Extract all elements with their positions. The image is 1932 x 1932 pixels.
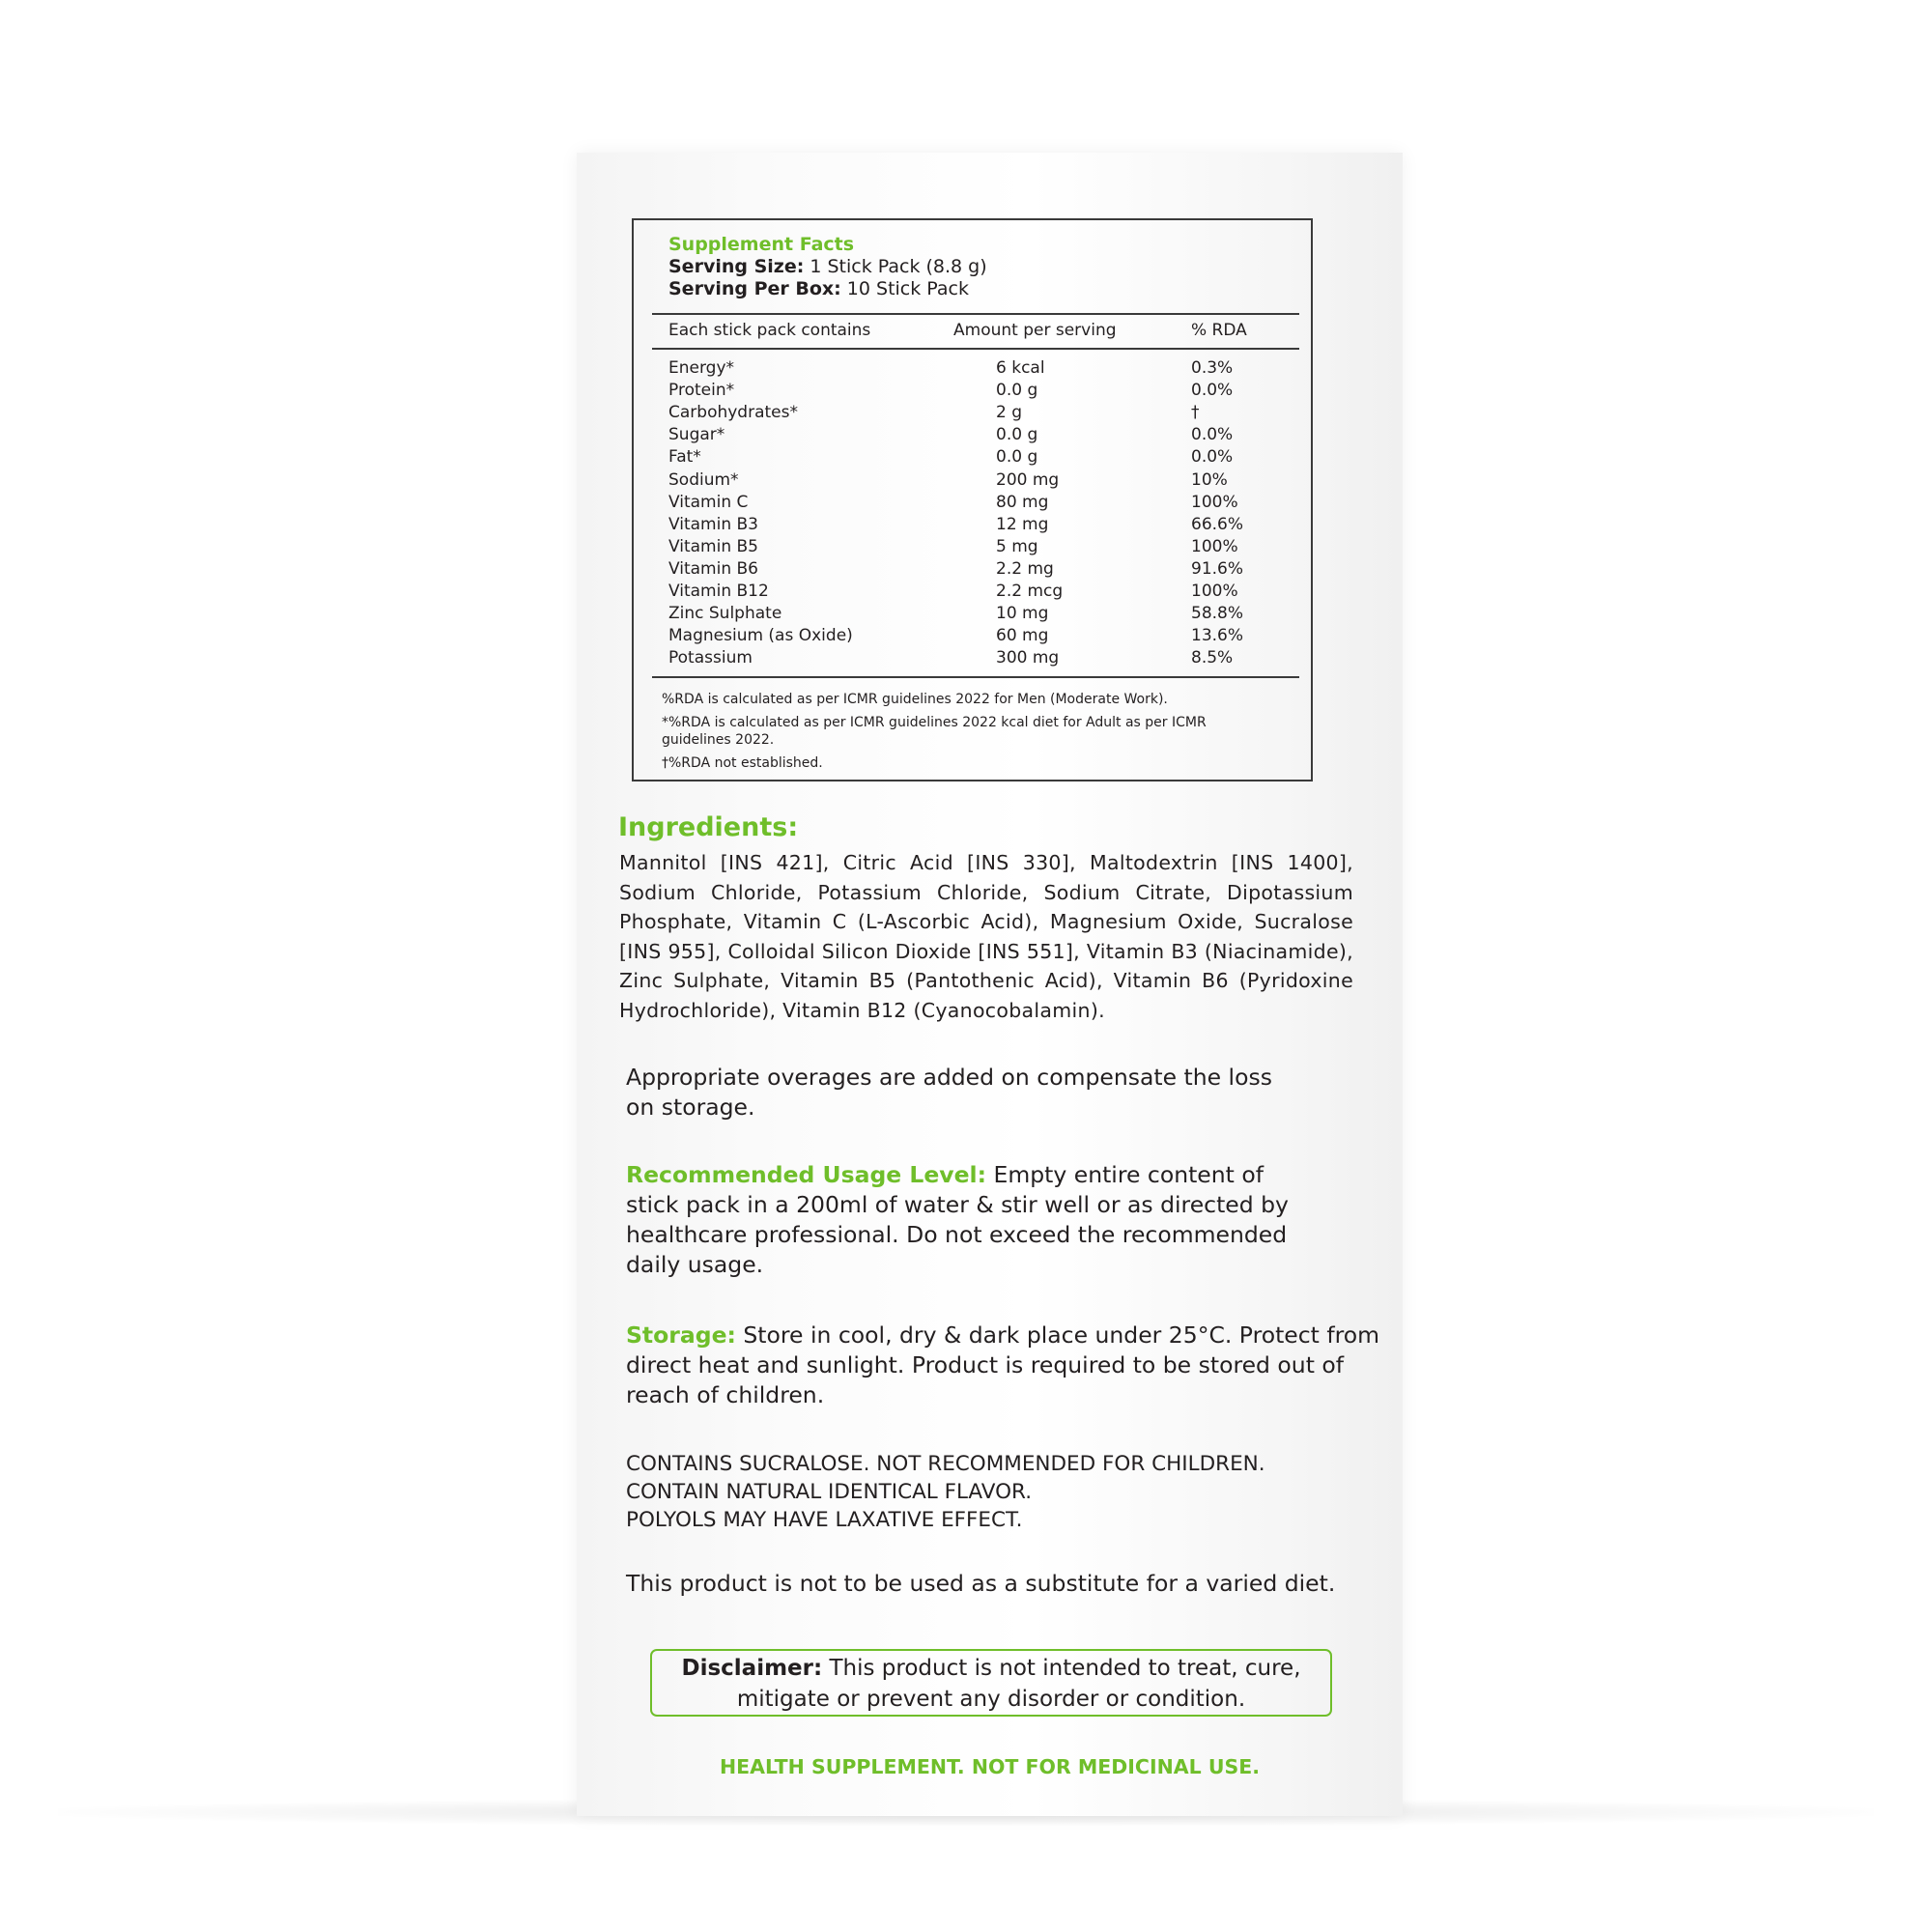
nutrient-amount: 0.0 g: [996, 447, 1038, 468]
nutrient-row: [634, 559, 1311, 582]
nutrient-row: [634, 470, 1311, 493]
nutrient-rda: 0.3%: [1191, 358, 1234, 378]
warning-flavor: CONTAIN NATURAL IDENTICAL FLAVOR.: [626, 1480, 1033, 1504]
nutrient-name: Vitamin C: [668, 492, 749, 512]
nutrient-rda: 0.0%: [1191, 381, 1234, 401]
ingredients-text: Mannitol [INS 421], Citric Acid [INS 330], Maltodextrin [INS 1400], Sodium Chloride, Potassium Chloride, Sodium Citrate, Dipotassium Phosphate, Vitamin C (L-Ascorbic Acid), Magnesium Oxide, Sucralose [INS 955], Colloidal Silicon Dioxide [INS 551], Vitamin B3 (Niacinamide), Zinc Sulphate, Vitamin B5 (Pantothenic Acid), Vitamin B6 (Pyridoxine Hydrochloride), Vitamin B12 (Cyanocobalamin).: [619, 851, 1353, 1022]
nutrient-row: [634, 425, 1311, 447]
column-header-amount: Amount per serving: [953, 321, 1117, 340]
nutrient-rda: 0.0%: [1191, 425, 1234, 445]
nutrient-rda: †: [1191, 403, 1200, 423]
storage-label: Storage:: [626, 1321, 736, 1349]
nutrient-rda: 100%: [1191, 492, 1238, 512]
nutrient-amount: 2.2 mg: [996, 558, 1054, 579]
disclaimer-label: Disclaimer:: [681, 1656, 823, 1681]
nutrient-rda: 13.6%: [1191, 626, 1244, 646]
serving-size: [668, 256, 987, 277]
nutrient-amount: 12 mg: [996, 514, 1049, 534]
facts-rule-header: [652, 348, 1299, 350]
usage-section: [626, 1160, 1302, 1280]
warning-polyols: POLYOLS MAY HAVE LAXATIVE EFFECT.: [626, 1508, 1023, 1532]
nutrient-name: Zinc Sulphate: [668, 604, 782, 624]
nutrient-row: [634, 403, 1311, 425]
nutrient-amount: 60 mg: [996, 626, 1049, 646]
nutrient-name: Fat*: [668, 447, 701, 468]
nutrient-name: Energy*: [668, 358, 735, 378]
nutrient-name: Carbohydrates*: [668, 403, 798, 423]
serving-per-box-value: 10 Stick Pack: [840, 278, 969, 299]
ingredients-title: Ingredients:: [618, 812, 799, 842]
substitute-note: This product is not to be used as a substitute for a varied diet.: [626, 1570, 1336, 1597]
product-pack-back: [577, 153, 1403, 1816]
nutrient-name: Protein*: [668, 381, 735, 401]
nutrient-amount: 2 g: [996, 403, 1023, 423]
nutrient-amount: 6 kcal: [996, 358, 1045, 378]
footnote-rda-kcal: *%RDA is calculated as per ICMR guidelines 2022 kcal diet for Adult as per ICMR guidelines 2022.: [662, 715, 1207, 748]
column-header-nutrient: Each stick pack contains: [668, 321, 871, 340]
nutrient-name: Vitamin B12: [668, 582, 769, 601]
storage-text: Store in cool, dry & dark place under 25°C. Protect from direct heat and sunlight. Product is required to be stored out of reach of children.: [626, 1321, 1380, 1408]
nutrient-rda: 100%: [1191, 536, 1238, 556]
nutrient-name: Sugar*: [668, 425, 725, 445]
nutrient-row: [634, 493, 1311, 515]
nutrient-amount: 5 mg: [996, 536, 1038, 556]
nutrient-amount: 0.0 g: [996, 425, 1038, 445]
column-header-rda: % RDA: [1191, 321, 1247, 340]
nutrient-rda: 8.5%: [1191, 648, 1234, 668]
nutrient-name: Vitamin B5: [668, 536, 759, 556]
nutrient-amount: 2.2 mcg: [996, 582, 1064, 601]
footnote-rda-not-established: †%RDA not established.: [662, 755, 823, 771]
serving-per-box-label: Serving Per Box:: [668, 278, 841, 299]
health-supplement-notice: HEALTH SUPPLEMENT. NOT FOR MEDICINAL USE.: [719, 1755, 1261, 1778]
footnote-rda-men: %RDA is calculated as per ICMR guidelines 2022 for Men (Moderate Work).: [662, 692, 1168, 707]
nutrient-amount: 0.0 g: [996, 381, 1038, 401]
nutrient-rda: 58.8%: [1191, 604, 1244, 624]
usage-text: Empty entire content of stick pack in a 200ml of water & stir well or as directed by healthcare professional. Do not exceed the recommended daily usage.: [626, 1161, 1289, 1278]
facts-rule-top: [652, 313, 1299, 315]
nutrient-row: [634, 447, 1311, 469]
nutrient-rda: 66.6%: [1191, 514, 1244, 534]
nutrient-amount: 10 mg: [996, 604, 1049, 624]
nutrient-name: Sodium*: [668, 469, 739, 490]
nutrient-row: [634, 604, 1311, 626]
nutrient-rda: 0.0%: [1191, 447, 1234, 468]
nutrient-rda: 100%: [1191, 582, 1238, 601]
nutrient-amount: 200 mg: [996, 469, 1060, 490]
facts-title: Supplement Facts: [668, 234, 855, 255]
warning-sucralose: CONTAINS SUCRALOSE. NOT RECOMMENDED FOR CHILDREN.: [626, 1452, 1265, 1476]
disclaimer-text: This product is not intended to treat, cure, mitigate or prevent any disorder or condition.: [736, 1656, 1301, 1712]
nutrient-amount: 80 mg: [996, 492, 1049, 512]
nutrient-row: [634, 358, 1311, 381]
serving-size-label: Serving Size:: [668, 256, 805, 277]
storage-section: [626, 1321, 1389, 1410]
serving-per-box: [668, 278, 969, 299]
nutrient-name: Vitamin B6: [668, 558, 759, 579]
disclaimer-box: [650, 1649, 1332, 1717]
nutrient-amount: 300 mg: [996, 648, 1060, 668]
nutrient-row: [634, 381, 1311, 403]
nutrient-row: [634, 537, 1311, 559]
nutrient-row: [634, 582, 1311, 604]
nutrient-row: [634, 626, 1311, 648]
warnings: [626, 1450, 1265, 1534]
facts-rule-bottom: [652, 676, 1299, 678]
nutrient-row: [634, 648, 1311, 670]
serving-size-value: 1 Stick Pack (8.8 g): [804, 256, 987, 277]
nutrient-name: Potassium: [668, 648, 753, 668]
nutrient-row: [634, 515, 1311, 537]
nutrient-name: Magnesium (as Oxide): [668, 626, 853, 646]
supplement-facts-panel: [632, 218, 1313, 781]
nutrient-rda: 91.6%: [1191, 558, 1244, 579]
nutrient-rda: 10%: [1191, 469, 1228, 490]
usage-label: Recommended Usage Level:: [626, 1161, 987, 1188]
nutrient-name: Vitamin B3: [668, 514, 759, 534]
overages-note: Appropriate overages are added on compensate the loss on storage.: [626, 1064, 1272, 1121]
